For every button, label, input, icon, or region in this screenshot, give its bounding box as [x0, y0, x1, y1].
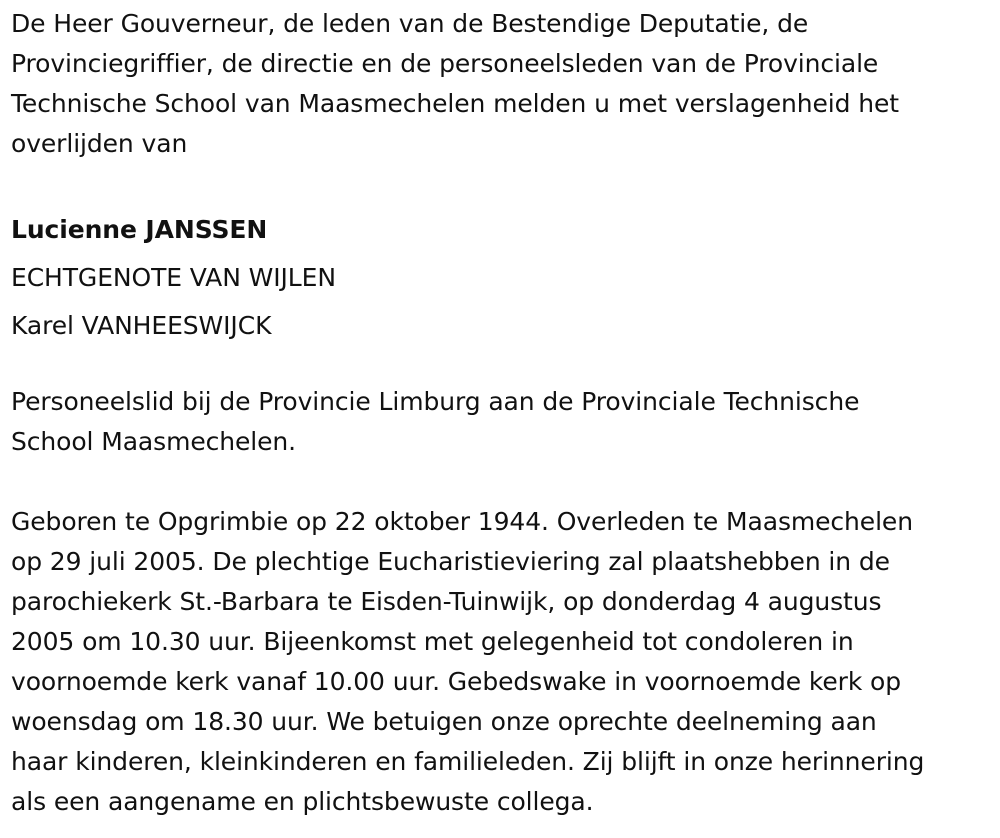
- role-paragraph: [11, 382, 996, 462]
- details-line: Geboren te Opgrimbie op 22 oktober 1944. Overleden te Maasmechelen: [11, 507, 913, 536]
- spouse-label: ECHTGENOTE VAN WIJLEN: [11, 263, 336, 292]
- intro-paragraph: [11, 4, 996, 164]
- details-line: op 29 juli 2005. De plechtige Eucharistieviering zal plaatshebben in de: [11, 547, 890, 576]
- details-paragraph: [11, 502, 996, 822]
- intro-line: Technische School van Maasmechelen melden u met verslagenheid het: [11, 89, 899, 118]
- role-line: School Maasmechelen.: [11, 427, 296, 456]
- intro-line: De Heer Gouverneur, de leden van de Bestendige Deputatie, de: [11, 9, 809, 38]
- details-line: woensdag om 18.30 uur. We betuigen onze oprechte deelneming aan: [11, 707, 877, 736]
- details-line: als een aangename en plichtsbewuste collega.: [11, 787, 594, 816]
- paragraph-spacer: [11, 164, 996, 204]
- obituary-document: [11, 4, 996, 822]
- details-line: parochiekerk St.-Barbara te Eisden-Tuinwijk, op donderdag 4 augustus: [11, 587, 882, 616]
- paragraph-spacer: [11, 462, 996, 502]
- spouse-name: Karel VANHEESWIJCK: [11, 311, 272, 340]
- intro-line: Provinciegriffier, de directie en de personeelsleden van de Provinciale: [11, 49, 879, 78]
- role-line: Personeelslid bij de Provincie Limburg aan de Provinciale Technische: [11, 387, 860, 416]
- intro-line: overlijden van: [11, 129, 188, 158]
- deceased-name: Lucienne JANSSEN: [11, 215, 268, 244]
- paragraph-spacer: [11, 350, 996, 382]
- details-line: voornoemde kerk vanaf 10.00 uur. Gebedswake in voornoemde kerk op: [11, 667, 902, 696]
- details-line: 2005 om 10.30 uur. Bijeenkomst met gelegenheid tot condoleren in: [11, 627, 854, 656]
- details-line: haar kinderen, kleinkinderen en familieleden. Zij blijft in onze herinnering: [11, 747, 925, 776]
